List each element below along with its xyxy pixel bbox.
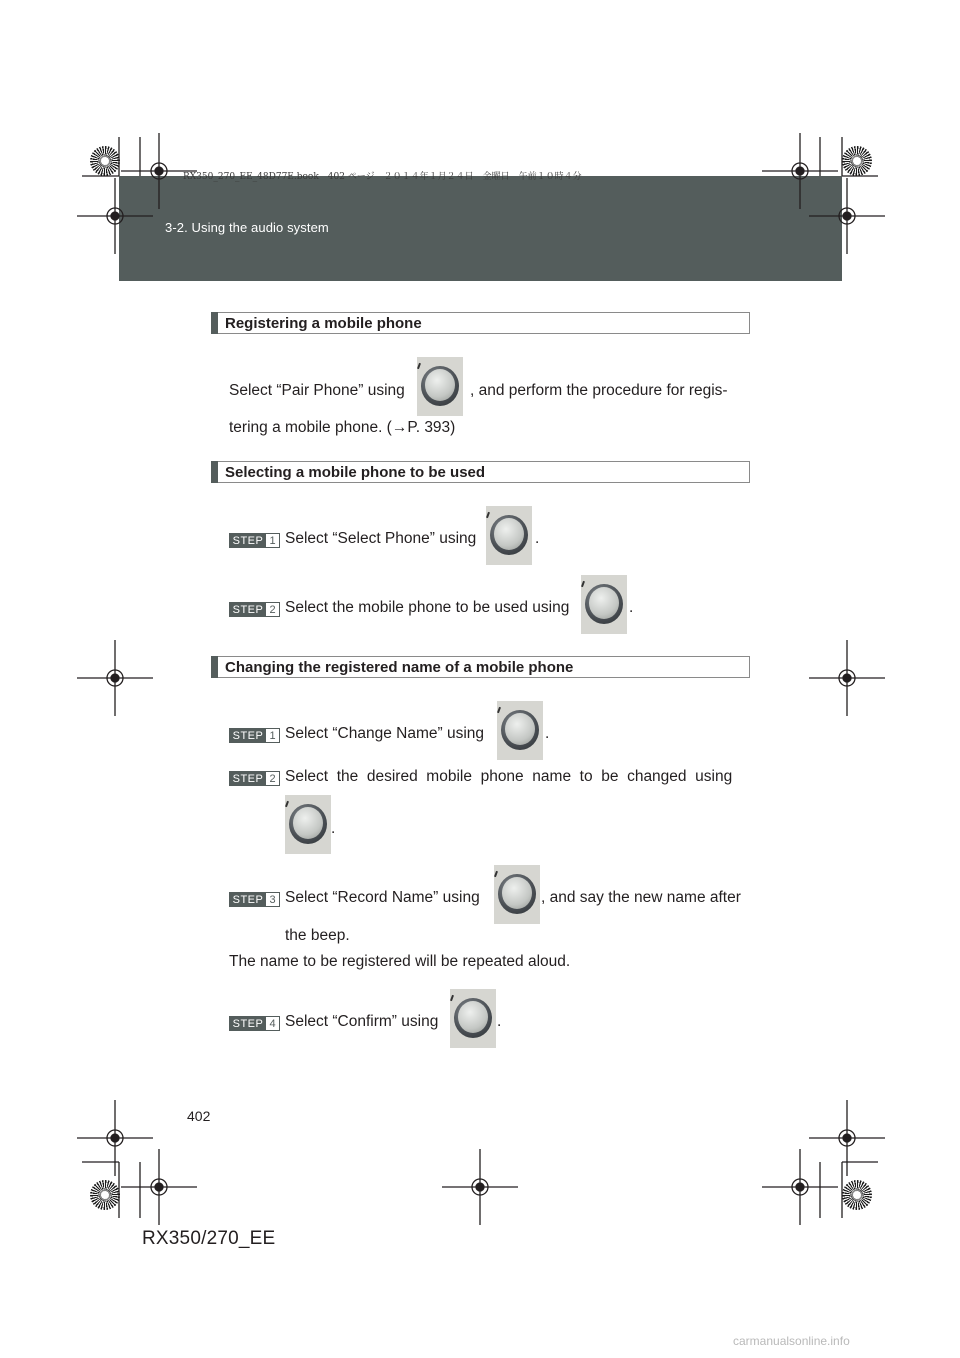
- page-number: 402: [187, 1108, 211, 1124]
- tune-select-knob-icon: [581, 575, 627, 634]
- registration-crosshair-icon: [809, 640, 885, 716]
- section-heading-registering: [211, 312, 750, 334]
- heading-accent: [211, 656, 218, 678]
- registration-crosshair-icon: [762, 133, 838, 209]
- step-text: , and say the new name after: [541, 889, 741, 906]
- tune-select-knob-icon: [497, 701, 543, 760]
- registration-crosshair-icon: [77, 640, 153, 716]
- step-badge: STEP 2: [229, 602, 280, 617]
- step-text: Select “Select Phone” using: [285, 530, 477, 547]
- section-breadcrumb: 3-2. Using the audio system: [165, 220, 329, 235]
- tune-select-knob-icon: [486, 506, 532, 565]
- section-title: Changing the registered name of a mobile phone: [225, 659, 574, 676]
- paragraph-text: Select “Pair Phone” using: [229, 382, 405, 399]
- heading-accent: [211, 461, 218, 483]
- section-title: Registering a mobile phone: [225, 315, 422, 332]
- section-heading-selecting: [211, 461, 750, 483]
- tune-select-knob-icon: [417, 357, 463, 416]
- step-badge: STEP 1: [229, 728, 280, 743]
- registration-crosshair-icon: [762, 1149, 838, 1225]
- step-text: Select the mobile phone to be used using: [285, 599, 570, 616]
- registration-crosshair-icon: [121, 133, 197, 209]
- step-text: Select “Record Name” using: [285, 889, 480, 906]
- step-text-end: .: [629, 599, 634, 616]
- step-text: Select “Change Name” using: [285, 725, 485, 742]
- section-title: Selecting a mobile phone to be used: [225, 464, 486, 481]
- step-badge: STEP 4: [229, 1016, 280, 1031]
- arrow-icon: →: [391, 419, 408, 436]
- paragraph-text: tering a mobile phone. (→P. 393): [229, 419, 456, 436]
- step-text-end: .: [497, 1013, 502, 1030]
- step-text: the beep.: [285, 927, 350, 944]
- step-badge: STEP 3: [229, 892, 280, 907]
- print-info-line: RX350_270_EE_48D77E.book 402 ページ ２０１４年１月２４日 金曜日 午前１０時４分: [183, 172, 582, 182]
- tune-select-knob-icon: [285, 795, 331, 854]
- heading-accent: [211, 312, 218, 334]
- registration-crosshair-icon: [77, 178, 153, 254]
- registration-crosshair-icon: [77, 1100, 153, 1176]
- registration-crosshair-icon: [442, 1149, 518, 1225]
- step-text: Select “Confirm” using: [285, 1013, 439, 1030]
- step-text-end: .: [331, 820, 336, 837]
- step-text-end: .: [545, 725, 550, 742]
- tune-select-knob-icon: [450, 989, 496, 1048]
- paragraph-text: , and perform the procedure for regis-: [470, 382, 728, 399]
- watermark: carmanualsonline.info: [733, 1334, 850, 1348]
- step-text-end: .: [535, 530, 540, 547]
- tune-select-knob-icon: [494, 865, 540, 924]
- footer-model: RX350/270_EE: [142, 1228, 276, 1249]
- registration-crosshair-icon: [809, 178, 885, 254]
- step-badge: STEP 2: [229, 771, 280, 786]
- note-text: The name to be registered will be repeated aloud.: [229, 953, 571, 970]
- step-text: Select the desired mobile phone name to be changed using: [285, 768, 733, 785]
- registration-crosshair-icon: [121, 1149, 197, 1225]
- section-heading-changing-name: [211, 656, 750, 678]
- step-badge: STEP 1: [229, 533, 280, 548]
